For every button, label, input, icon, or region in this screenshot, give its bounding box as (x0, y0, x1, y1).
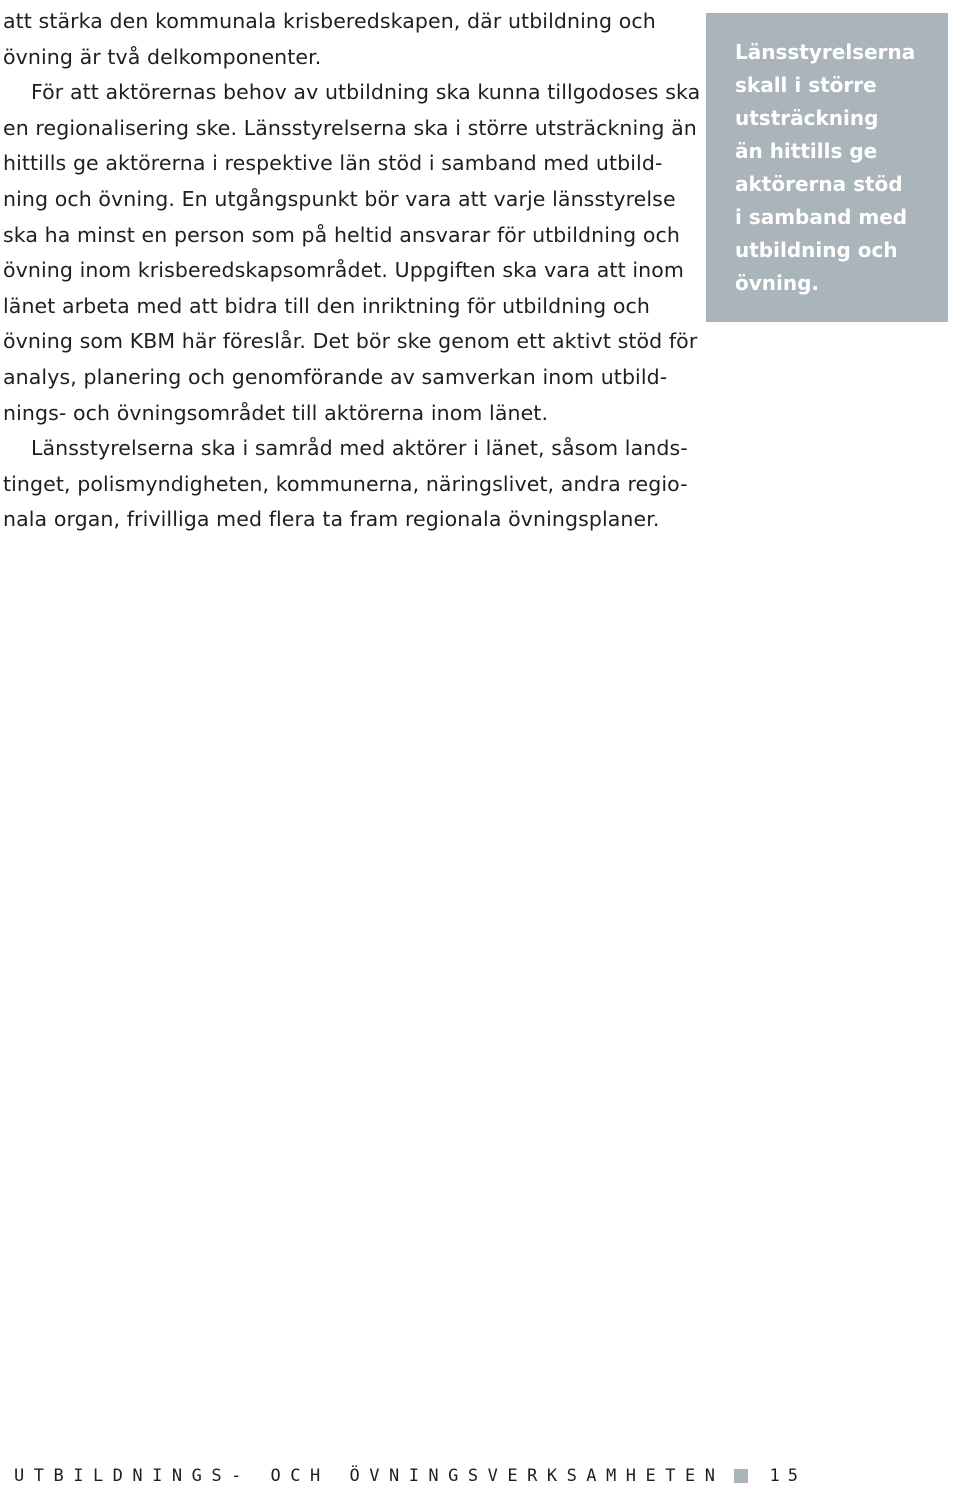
pull-quote-box (706, 13, 948, 322)
body-line: länet arbeta med att bidra till den inriktning för utbildning och (3, 293, 651, 318)
body-line: analys, planering och genomförande av samverkan inom utbild- (3, 364, 668, 389)
pull-quote-line: än hittills ge (735, 139, 878, 163)
page-number: 15 (769, 1466, 806, 1486)
body-line: ning och övning. En utgångspunkt bör vara att varje länsstyrelse (3, 186, 676, 211)
pull-quote-line: utbildning och (735, 238, 898, 262)
body-line: nala organ, frivilliga med flera ta fram regionala övningsplaner. (3, 507, 660, 532)
running-title: UTBILDNINGS- OCH ÖVNINGSVERKSAMHETEN (14, 1466, 725, 1486)
body-text (3, 4, 701, 538)
pull-quote-line: Länsstyrelserna (735, 40, 916, 64)
body-line: nings- och övningsområdet till aktörerna inom länet. (3, 400, 549, 425)
pull-quote-line: i samband med (735, 205, 908, 229)
pull-quote-line: övning. (735, 271, 820, 295)
body-line: Länsstyrelserna ska i samråd med aktörer i länet, såsom lands- (31, 436, 688, 461)
body-line: hittills ge aktörerna i respektive län stöd i samband med utbild- (3, 151, 663, 176)
body-line: övning är två delkomponenter. (3, 44, 322, 69)
pull-quote-line: aktörerna stöd (735, 172, 903, 196)
body-line: att stärka den kommunala krisberedskapen, där utbildning och (3, 9, 656, 33)
body-line: övning inom krisberedskapsområdet. Uppgiften ska vara att inom (3, 258, 684, 283)
pull-quote-line: skall i större (735, 73, 877, 97)
page-footer (14, 1463, 806, 1489)
body-line: ska ha minst en person som på heltid ansvarar för utbildning och (3, 222, 680, 247)
body-line: tinget, polismyndigheten, kommunerna, näringslivet, andra regio- (3, 471, 688, 496)
body-line: För att aktörernas behov av utbildning ska kunna tillgodoses ska (31, 80, 701, 105)
body-line: en regionalisering ske. Länsstyrelserna ska i större utsträckning än (3, 115, 697, 140)
pull-quote-line: utsträckning (735, 106, 879, 130)
separator-square-icon (734, 1469, 748, 1483)
body-line: övning som KBM här föreslår. Det bör ske genom ett aktivt stöd för (3, 329, 698, 354)
